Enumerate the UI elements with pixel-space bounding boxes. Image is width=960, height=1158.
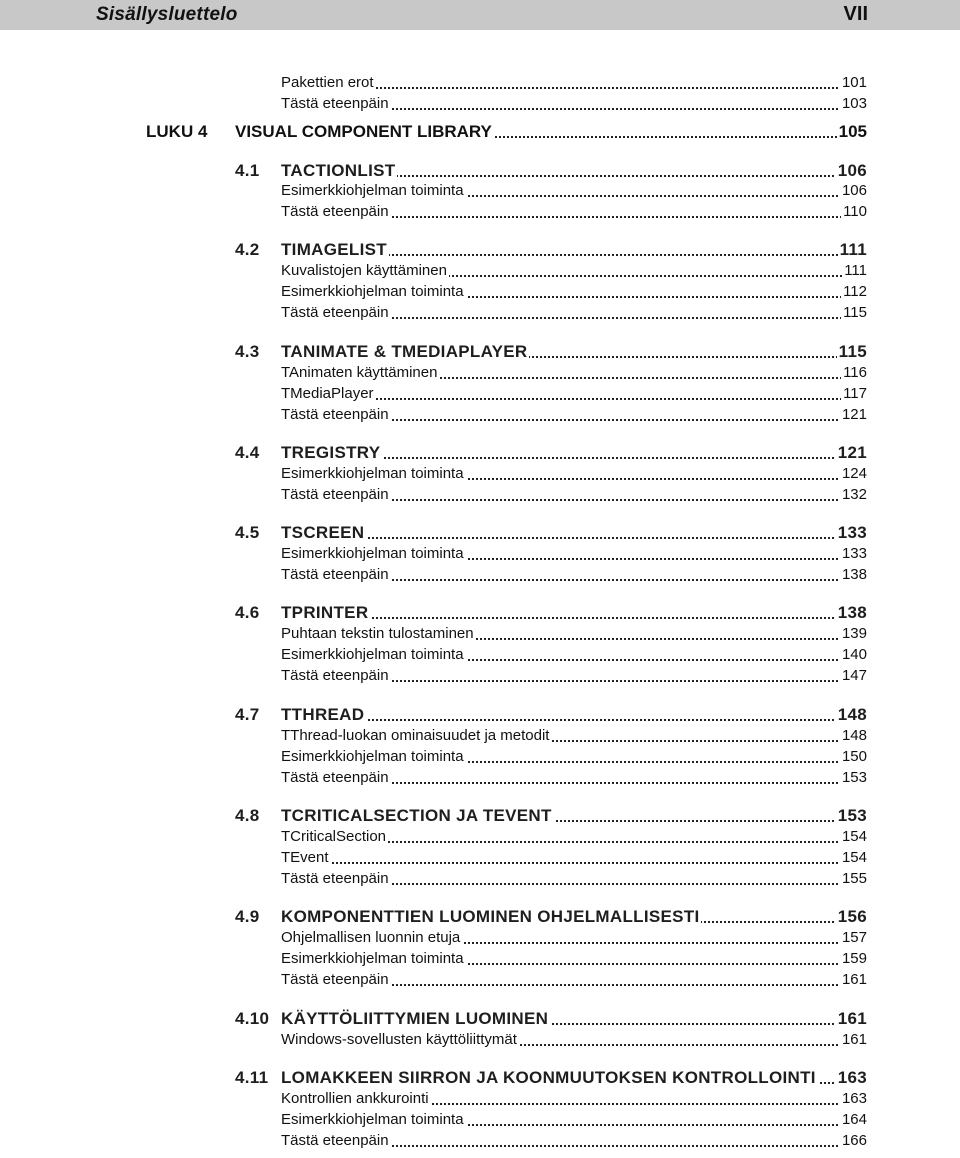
page-number: 133 xyxy=(837,523,867,542)
page-number: 155 xyxy=(841,870,867,887)
toc-section xyxy=(0,341,960,362)
entry-title: TIMAGELIST xyxy=(281,240,387,259)
toc-subentry xyxy=(0,543,960,564)
page-number: 154 xyxy=(841,849,867,866)
page-number: 111 xyxy=(844,262,867,279)
entry-title: Tästä eteenpäin xyxy=(281,971,389,988)
toc-section xyxy=(0,160,960,181)
entry-title: Esimerkkiohjelman toiminta xyxy=(281,950,464,967)
section-number: 4.8 xyxy=(235,806,260,825)
page-number: 124 xyxy=(841,465,867,482)
section-number: 4.7 xyxy=(235,705,260,724)
toc-subentry xyxy=(0,948,960,969)
page-number: 140 xyxy=(841,646,867,663)
entry-title: TEvent xyxy=(281,849,329,866)
toc-subentry xyxy=(0,72,960,93)
entry-title: TREGISTRY xyxy=(281,443,381,462)
entry-title: TCriticalSection xyxy=(281,828,387,845)
entry-title: Tästä eteenpäin xyxy=(281,566,389,583)
page-number: 147 xyxy=(841,667,867,684)
entry-title: Kontrollien ankkurointi xyxy=(281,1090,429,1107)
section-number: 4.1 xyxy=(235,161,260,180)
toc-subentry xyxy=(0,93,960,114)
page-number: 163 xyxy=(841,1090,867,1107)
page-number: 110 xyxy=(843,203,867,220)
entry-title: TACTIONLIST xyxy=(281,161,396,180)
toc-section xyxy=(0,442,960,463)
toc-subentry xyxy=(0,302,960,323)
toc-subentry xyxy=(0,868,960,889)
toc-section xyxy=(0,239,960,260)
page-number: 139 xyxy=(841,625,867,642)
page-number: 115 xyxy=(838,342,867,361)
entry-title: LOMAKKEEN SIIRRON JA KOONMUUTOKSEN KONTROLLOINTI xyxy=(281,1068,816,1087)
entry-title: Esimerkkiohjelman toiminta xyxy=(281,465,464,482)
page-number: 161 xyxy=(841,1031,867,1048)
page-number: 159 xyxy=(841,950,867,967)
toc-subentry xyxy=(0,564,960,585)
toc-section xyxy=(0,1067,960,1088)
entry-title: TSCREEN xyxy=(281,523,365,542)
page-number: 106 xyxy=(837,161,867,180)
toc-subentry xyxy=(0,1130,960,1151)
page-number: 133 xyxy=(841,545,867,562)
header-page-number: VII xyxy=(843,3,868,25)
entry-title: KÄYTTÖLIITTYMIEN LUOMINEN xyxy=(281,1009,549,1028)
page-number: 115 xyxy=(843,304,867,321)
toc-section xyxy=(0,906,960,927)
page-number: 111 xyxy=(839,240,867,259)
entry-title: KOMPONENTTIEN LUOMINEN OHJELMALLISESTI xyxy=(281,907,700,926)
page-number: 106 xyxy=(841,182,867,199)
page-number: 117 xyxy=(843,385,867,402)
toc-subentry xyxy=(0,463,960,484)
toc-subentry xyxy=(0,1088,960,1109)
section-number: 4.3 xyxy=(235,342,260,361)
page-number: 105 xyxy=(838,122,867,141)
toc-subentry xyxy=(0,665,960,686)
entry-title: Esimerkkiohjelman toiminta xyxy=(281,545,464,562)
toc-subentry xyxy=(0,281,960,302)
toc-subentry xyxy=(0,180,960,201)
entry-title: Windows-sovellusten käyttöliittymät xyxy=(281,1031,517,1048)
entry-title: Tästä eteenpäin xyxy=(281,1132,389,1149)
page-number: 154 xyxy=(841,828,867,845)
entry-title: TAnimaten käyttäminen xyxy=(281,364,438,381)
entry-title: Esimerkkiohjelman toiminta xyxy=(281,646,464,663)
dot-leader xyxy=(281,704,865,725)
toc-subentry xyxy=(0,484,960,505)
header-title: Sisällysluettelo xyxy=(96,4,238,25)
section-number: 4.10 xyxy=(235,1009,270,1028)
page-number: 112 xyxy=(843,283,867,300)
page-header xyxy=(0,0,960,30)
entry-title: TPRINTER xyxy=(281,603,369,622)
entry-title: Esimerkkiohjelman toiminta xyxy=(281,748,464,765)
page-number: 166 xyxy=(841,1132,867,1149)
entry-title: Esimerkkiohjelman toiminta xyxy=(281,1111,464,1128)
chapter-label: LUKU 4 xyxy=(146,122,208,141)
toc-subentry xyxy=(0,404,960,425)
toc-subentry xyxy=(0,826,960,847)
entry-title: Tästä eteenpäin xyxy=(281,486,389,503)
page-number: 156 xyxy=(837,907,867,926)
toc-chapter xyxy=(0,121,960,142)
dot-leader xyxy=(281,522,865,543)
entry-title: TANIMATE & TMEDIAPLAYER xyxy=(281,342,528,361)
section-number: 4.5 xyxy=(235,523,260,542)
entry-title: Ohjelmallisen luonnin etuja xyxy=(281,929,461,946)
toc-subentry xyxy=(0,725,960,746)
page-number: 150 xyxy=(841,748,867,765)
section-number: 4.11 xyxy=(235,1068,269,1087)
entry-title: Tästä eteenpäin xyxy=(281,667,389,684)
toc-subentry xyxy=(0,644,960,665)
toc-subentry xyxy=(0,383,960,404)
entry-title: Pakettien erot xyxy=(281,74,374,91)
entry-title: TTHREAD xyxy=(281,705,365,724)
toc-subentry xyxy=(0,1109,960,1130)
toc-subentry xyxy=(0,767,960,788)
page-number: 116 xyxy=(843,364,867,381)
toc-subentry xyxy=(0,201,960,222)
section-number: 4.2 xyxy=(235,240,260,259)
entry-title: TThread-luokan ominaisuudet ja metodit xyxy=(281,727,550,744)
toc-subentry xyxy=(0,623,960,644)
page-number: 164 xyxy=(841,1111,867,1128)
page-number: 121 xyxy=(837,443,867,462)
toc-subentry xyxy=(0,1029,960,1050)
page-number: 121 xyxy=(841,406,867,423)
toc-section xyxy=(0,805,960,826)
toc-subentry xyxy=(0,847,960,868)
toc-section xyxy=(0,704,960,725)
page-number: 148 xyxy=(837,705,867,724)
toc-subentry xyxy=(0,260,960,281)
toc-subentry xyxy=(0,362,960,383)
page-number: 101 xyxy=(841,74,867,91)
entry-title: Tästä eteenpäin xyxy=(281,304,389,321)
entry-title: Esimerkkiohjelman toiminta xyxy=(281,283,464,300)
dot-leader xyxy=(281,847,865,868)
entry-title: Esimerkkiohjelman toiminta xyxy=(281,182,464,199)
section-number: 4.6 xyxy=(235,603,260,622)
page-number: 161 xyxy=(837,1009,867,1028)
entry-title: TMediaPlayer xyxy=(281,385,374,402)
entry-title: VISUAL COMPONENT LIBRARY xyxy=(235,122,492,141)
section-number: 4.9 xyxy=(235,907,260,926)
entry-title: Kuvalistojen käyttäminen xyxy=(281,262,447,279)
entry-title: TCRITICALSECTION JA TEVENT xyxy=(281,806,552,825)
toc-section xyxy=(0,602,960,623)
section-number: 4.4 xyxy=(235,443,260,462)
entry-title: Tästä eteenpäin xyxy=(281,870,389,887)
entry-title: Tästä eteenpäin xyxy=(281,769,389,786)
page-number: 103 xyxy=(841,95,867,112)
entry-title: Tästä eteenpäin xyxy=(281,406,389,423)
page-number: 153 xyxy=(837,806,867,825)
page-number: 148 xyxy=(841,727,867,744)
toc-section xyxy=(0,522,960,543)
toc-subentry xyxy=(0,927,960,948)
page-number: 157 xyxy=(841,929,867,946)
entry-title: Tästä eteenpäin xyxy=(281,95,389,112)
toc-subentry xyxy=(0,746,960,767)
toc-subentry xyxy=(0,969,960,990)
page-number: 138 xyxy=(841,566,867,583)
entry-title: Tästä eteenpäin xyxy=(281,203,389,220)
page-number: 153 xyxy=(841,769,867,786)
page-number: 132 xyxy=(841,486,867,503)
toc-section xyxy=(0,1008,960,1029)
page-number: 138 xyxy=(837,603,867,622)
page-number: 163 xyxy=(837,1068,867,1087)
entry-title: Puhtaan tekstin tulostaminen xyxy=(281,625,474,642)
page-number: 161 xyxy=(841,971,867,988)
